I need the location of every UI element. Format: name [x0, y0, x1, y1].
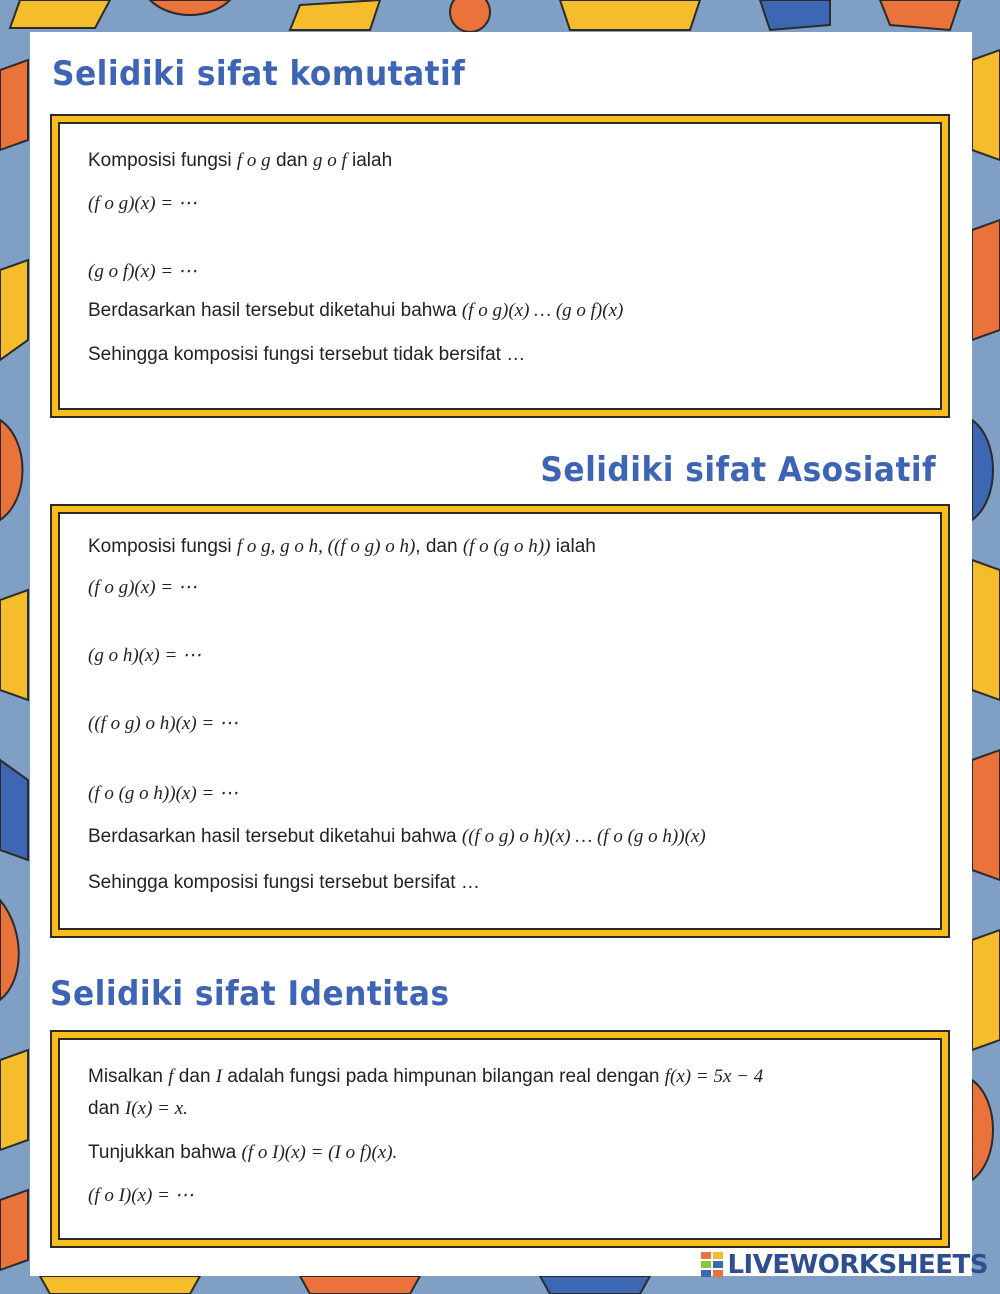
asosiatif-fo-goh-answer: (f o (g o h))(x) = ⋯ [88, 783, 238, 804]
asosiatif-conclusion: Berdasarkan hasil tersebut diketahui bahwa ((f o g) o h)(x) … (f o (g o h))(x) [88, 826, 706, 847]
asosiatif-box [50, 504, 950, 938]
section-title-komutatif: Selidiki sifat komutatif [52, 54, 466, 94]
asosiatif-goh-answer: (g o h)(x) = ⋯ [88, 645, 202, 666]
identitas-box [50, 1030, 950, 1248]
liveworksheets-logo-text: LIVEWORKSHEETS [727, 1250, 988, 1280]
identitas-line-1: Misalkan f dan I adalah fungsi pada himpunan bilangan real dengan f(x) = 5x − 4 [88, 1066, 764, 1087]
worksheet-page [30, 32, 972, 1276]
komutatif-line-1: Komposisi fungsi f o g dan g o f ialah [88, 150, 393, 171]
asosiatif-fog-answer: (f o g)(x) = ⋯ [88, 577, 197, 598]
komutatif-property: Sehingga komposisi fungsi tersebut tidak bersifat … [88, 344, 526, 365]
asosiatif-fog-oh-answer: ((f o g) o h)(x) = ⋯ [88, 713, 238, 734]
identitas-foi-answer: (f o I)(x) = ⋯ [88, 1185, 194, 1206]
liveworksheets-logo [701, 1250, 988, 1280]
identitas-box-content [58, 1038, 942, 1240]
asosiatif-line-1: Komposisi fungsi f o g, g o h, ((f o g) o h), dan (f o (g o h)) ialah [88, 536, 596, 557]
komutatif-gof-answer: (g o f)(x) = ⋯ [88, 261, 197, 282]
identitas-instruction: Tunjukkan bahwa (f o I)(x) = (I o f)(x). [88, 1142, 398, 1163]
asosiatif-box-content [58, 512, 942, 930]
identitas-line-2: dan I(x) = x. [88, 1098, 188, 1119]
komutatif-fog-answer: (f o g)(x) = ⋯ [88, 193, 197, 214]
section-title-asosiatif: Selidiki sifat Asosiatif [540, 450, 936, 490]
komutatif-box [50, 114, 950, 418]
komutatif-conclusion: Berdasarkan hasil tersebut diketahui bahwa (f o g)(x) … (g o f)(x) [88, 300, 624, 321]
komutatif-box-content [58, 122, 942, 410]
liveworksheets-logo-icon [701, 1252, 723, 1278]
asosiatif-property: Sehingga komposisi fungsi tersebut bersifat … [88, 872, 480, 893]
section-title-identitas: Selidiki sifat Identitas [50, 974, 450, 1014]
